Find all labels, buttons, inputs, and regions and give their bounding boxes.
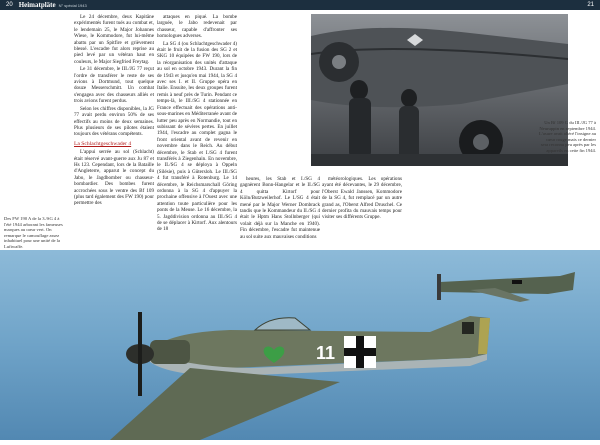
text-column-3 bbox=[240, 176, 320, 241]
paragraph: attaques en piqué. La bombe larguée, le Jabo redevenait par chasseur, capable d'affronter ses homologues adverses. bbox=[157, 14, 237, 40]
paragraph: Le 24 décembre, deux Kapitäne expérimentés furent tués au combat et, le lendemain 25, le Major Johannes Wiese, le Kommodore, fut lui-même abattu par un Spitfire et grièvement blessé. L'escadre fut alors reprise au pied levé par un vétéran haut en couleurs, le Major Siegfried Freytag. bbox=[74, 14, 154, 65]
page-number-right: 21 bbox=[587, 2, 594, 8]
magazine-title: Heimatpläte bbox=[18, 1, 56, 9]
paragraph: Selon les chiffres disponibles, la JG 77 avait perdu environ 50% de ses effectifs au moins de deux semaines. Plus plusieurs de ses pilotes étaient toujours des vétérans compétents. bbox=[74, 105, 154, 138]
paragraph: météorologiques. Les opérations ayant été décevantes, le 29 décembre, l'Oberst Ewald Janssen, Kommodore de la SG 4, fut remplacé par un autre grand as, l'Oberst Alfred Druschel. Ce dernier profita du mauvais temps pour visiter ses différents Gruppe. bbox=[322, 176, 402, 221]
paragraph: La SG 4 (ou Schlachtgeschwader 4) était le fruit de la fusion des SG 2 et SKG 10 équipées de FW 190, lors de la réorganisation des unités d'attaque au sol en octobre 1943. Durant la fin de 1943 et jusqu'en mai 1944, la SG 4 avec ses I. et II. Gruppe opéra en Italie. Ensuite, les deux groupes furent remis à neuf près de Turin. Pendant ce temps-là, le III./SG 4 stationnée en France effectuait des opérations anti-sous-marines en Méditerranée avant de lutter peu après en Normandie, tout en subissant de sévères pertes. En juillet 1944, l'escadre au complet gagna le front oriental avant de revenir en novembre dans le Reich. Au début décembre, le Stab et I./SG 4 furent transférés à Ziegenhain. En novembre, le II./SG 4 se déploya à Oppeln (Silésie), puis à Gütersloh. Le III./SG 4 fut transféré à Rotenburg. Le 14 décembre, le Reichsmarschall Göring ordonna à la SG 4 d'appuyer la prochaine offensive à l'Ouest avec une attention toute particulière pour les ponts de la Meuse. Le 16 décembre, la 5. Jagddivision ordonna au III./SG 4 de se déplacer à Kirtorf. Aux alentours de 18 bbox=[157, 40, 237, 233]
paragraph: L'appui serrée au sol (Schlacht) était réservé avant-guerre aux Ju 87 et Hs 123. Cependant, lors de la Bataille d'Angleterre, apparut le concept du Jabo, le Jagdbomber ou chasseur-bombardier. Des bombes furent accrochées sous le ventre des Bf 109 (plus tard également des FW 190) pour permettre des bbox=[74, 149, 154, 207]
paragraph: Le 31 décembre, le III./JG 77 reçut l'ordre de transférer le reste de ses avions à Dortmund, tout quelque douze Messerschmitt. Un combat s'engagea avec des chasseurs alliés et trois avions furent perdus. bbox=[74, 66, 154, 105]
text-column-2 bbox=[157, 14, 237, 234]
photo-caption-left: Des FW 190 A de la 3./SG 4 à l'été 1944 arborant les fameuses marques au cœur vert. On remarque le camouflage assez inhabituel pour une unité de la Luftwaffe. bbox=[4, 216, 63, 249]
page-number-left: 20 bbox=[6, 2, 13, 8]
color-photo-sky bbox=[0, 250, 600, 440]
aircraft-engine-illustration bbox=[311, 14, 568, 166]
cross-insignia-icon bbox=[344, 336, 376, 368]
issue-label: N° spécial 1943 bbox=[58, 2, 87, 8]
fw190-illustration bbox=[0, 250, 600, 440]
section-heading: La Schlachtgeschwader 4 bbox=[74, 140, 132, 147]
photo-caption-right: Un Bf 109 G du III./JG 77 à Neuruppin en septembre 1944. L'usure avait altéré l'insigne au cœur rouge mais ce dernier sera reconnu peu après par les appareils en cette fin 1944. bbox=[538, 120, 596, 153]
page-header bbox=[0, 0, 600, 10]
bw-photo-mechanics bbox=[311, 14, 568, 166]
fuselage-number: 11 bbox=[316, 343, 336, 363]
text-column-1 bbox=[74, 14, 154, 208]
paragraph: heures, les Stab et I./SG 4 gagnèrent Bonn-Hangelar et le II./SG 4 quitta Kirtorf pour Köln/Butzweilerhof. Le I./SG 4 était mené par le Major Werner Dombrack tandis que le Kommandeur du II./SG 4 était le Hptm Hans Stollnberger (qui volait déjà sur la Manche en 1940). Fin décembre, l'escadre fut maintenue au sol suite aux mauvaises conditions bbox=[240, 176, 320, 240]
text-column-4 bbox=[322, 176, 402, 222]
fw190-wingman-icon bbox=[437, 272, 575, 302]
